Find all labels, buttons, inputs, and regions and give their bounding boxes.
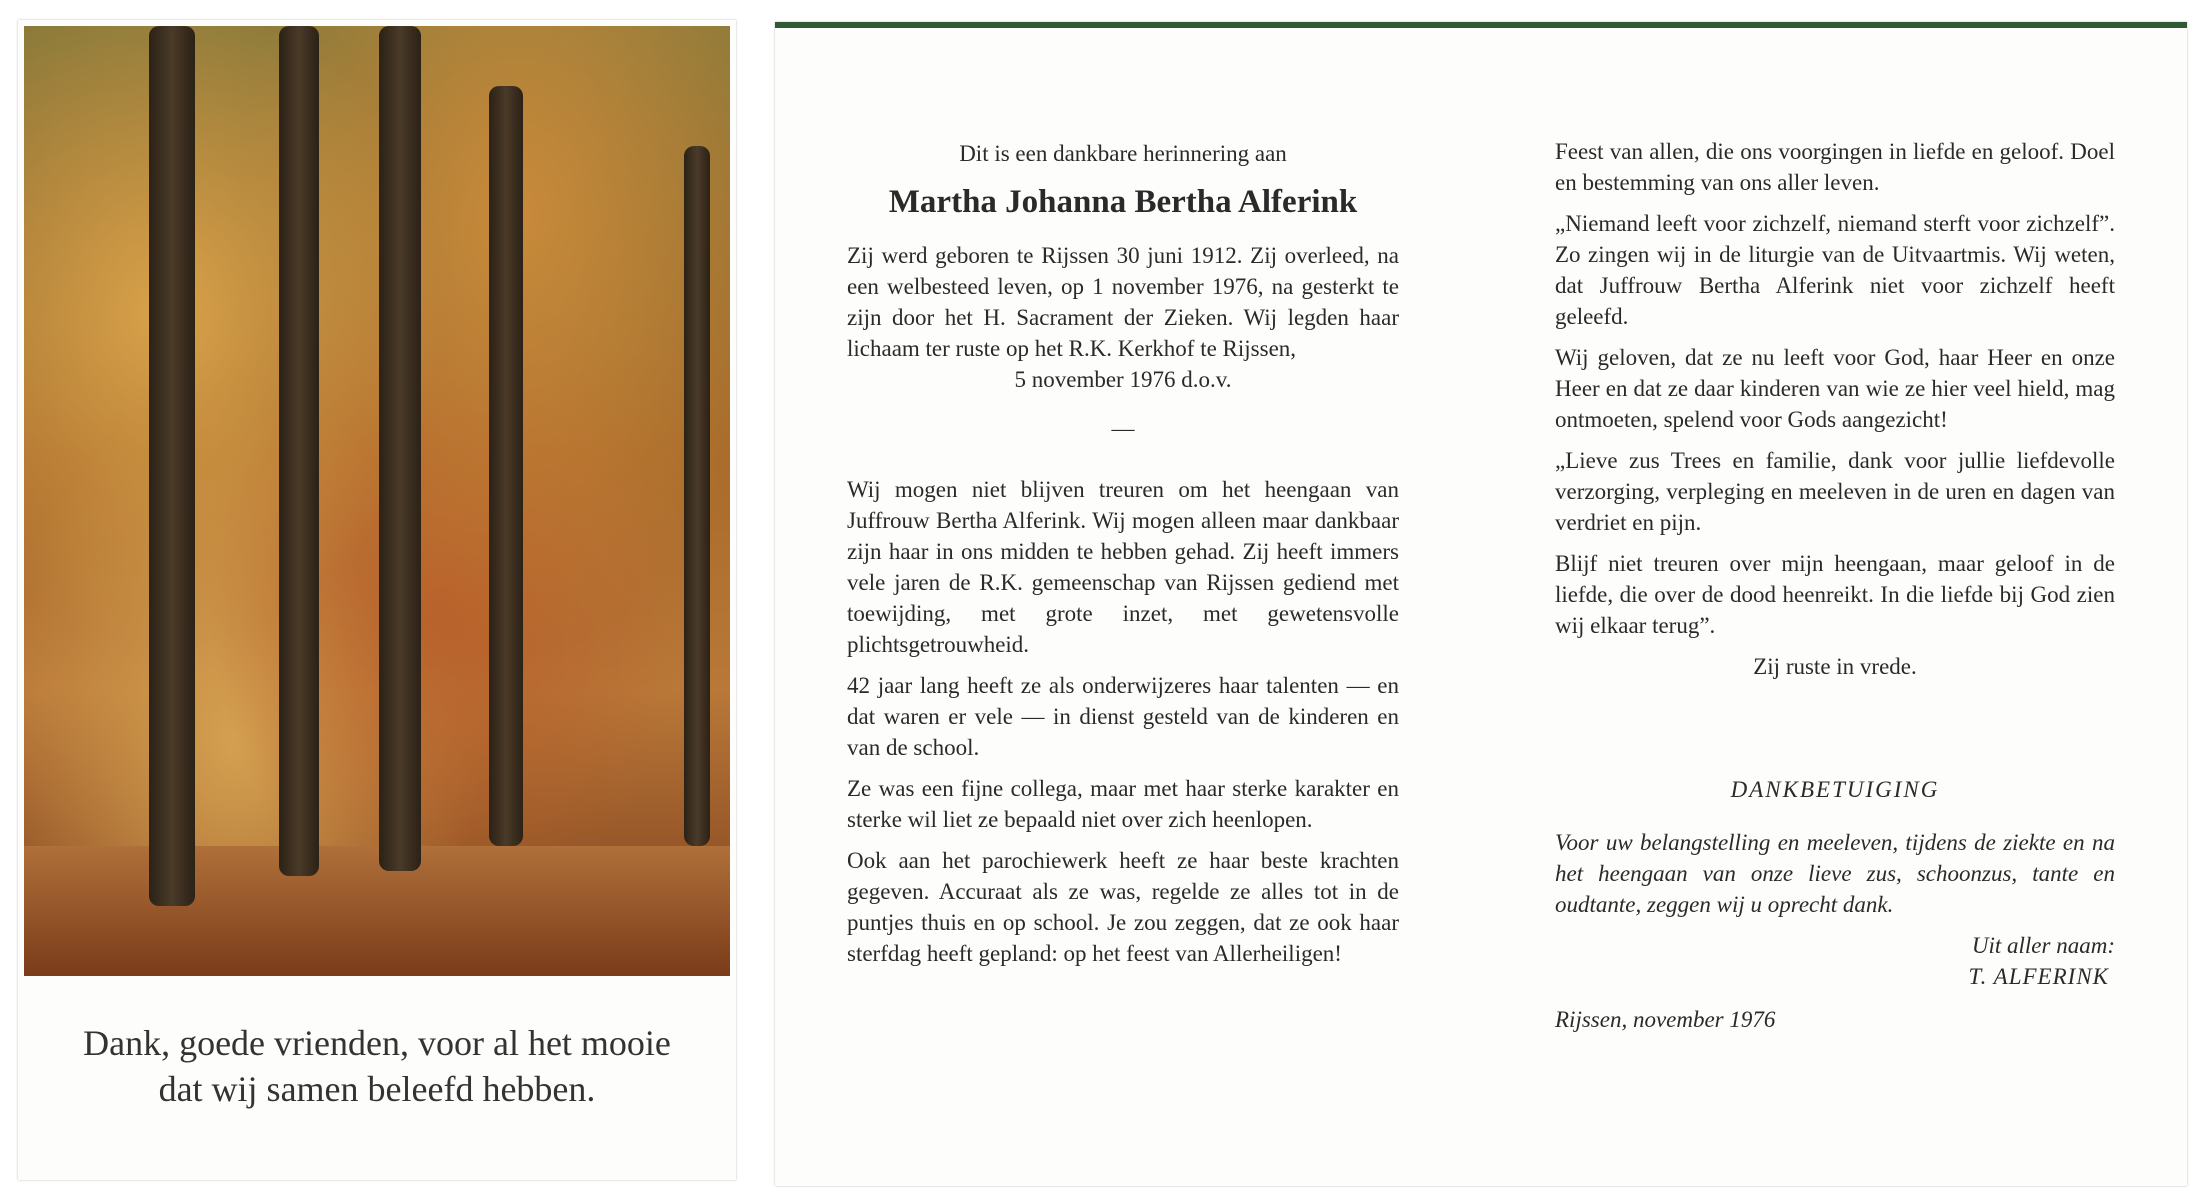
burial-date: 5 november 1976 d.o.v. (1014, 367, 1232, 392)
tree-trunk (279, 26, 319, 876)
front-caption (18, 1020, 736, 1112)
intro-text: Dit is een dankbare herinnering aan (959, 141, 1287, 166)
separator: — (1111, 416, 1135, 441)
paragraph: Feest van allen, die ons voorgingen in liefde en geloof. Doel en bestemming van ons aller leven. (1555, 139, 2115, 195)
signoff: Uit aller naam: (1971, 933, 2115, 958)
forest-floor (24, 846, 730, 976)
paragraph: Blijf niet treuren over mijn heengaan, maar geloof in de liefde, die over de dood heenreikt. In die liefde bij God zien wij elkaar terug”. (1555, 551, 2115, 638)
tree-trunk (684, 146, 710, 846)
deceased-name: Martha Johanna Bertha Alferink (888, 184, 1358, 220)
paragraph: Ze was een fijne collega, maar met haar sterke karakter en sterke wil liet ze bepaald niet over zich heenlopen. (847, 776, 1399, 832)
bio-text: Zij werd geboren te Rijssen 30 juni 1912. Zij overleed, na een welbesteed leven, op 1 november 1976, na gesterkt te zijn door het H. Sacrament der Zieken. Wij legden haar lichaam ter ruste op het R.K. Kerkhof te Rijssen, (847, 243, 1399, 361)
caption-line: dat wij samen beleefd hebben. (158, 1069, 596, 1109)
rest-in-peace: Zij ruste in vrede. (1753, 654, 1917, 679)
paragraph: „Lieve zus Trees en familie, dank voor jullie liefdevolle verzorging, verpleging en meeleven in de uren en dagen van verdriet en pijn. (1555, 448, 2115, 535)
thanks-title: DANKBETUIGING (1730, 777, 1940, 802)
column-left (847, 138, 1399, 979)
caption-line: Dank, goede vrienden, voor al het mooie (83, 1023, 671, 1063)
card-inside (775, 22, 2187, 1186)
paragraph: Ook aan het parochiewerk heeft ze haar beste krachten gegeven. Accuraat als ze was, regelde ze alles tot in de puntjes thuis en op school. Je zou zeggen, dat ze ook haar sterfdag heeft gepland: op het feest van Allerheiligen! (847, 848, 1399, 966)
tree-trunk (489, 86, 523, 846)
tree-trunk (149, 26, 195, 906)
column-right (1555, 136, 2115, 1045)
signer: T. ALFERINK (1968, 964, 2109, 989)
autumn-forest-photo (24, 26, 730, 976)
paragraph: Wij geloven, dat ze nu leeft voor God, haar Heer en onze Heer en dat ze daar kinderen van wie ze hier veel hield, mag ontmoeten, spelend voor Gods aangezicht! (1555, 345, 2115, 432)
thanks-text: Voor uw belangstelling en meeleven, tijdens de ziekte en na het heengaan van onze lieve zus, schoonzus, tante en oudtante, zeggen wij u oprecht dank. (1555, 830, 2115, 917)
paragraph: „Niemand leeft voor zichzelf, niemand sterft voor zichzelf”. Zo zingen wij in de liturgie van de Uitvaartmis. Wij weten, dat Juffrouw Bertha Alferink niet voor zichzelf heeft geleefd. (1555, 211, 2115, 329)
card-front (18, 20, 736, 1180)
paragraph: Wij mogen niet blijven treuren om het heengaan van Juffrouw Bertha Alferink. Wij mogen alleen maar dankbaar zijn haar in ons midden te hebben gehad. Zij heeft immers vele jaren de R.K. gemeenschap van Rijssen gediend met toewijding, met grote inzet, met gewetensvolle plichtsgetrouwheid. (847, 477, 1399, 657)
tree-trunk (379, 26, 421, 871)
place-date: Rijssen, november 1976 (1555, 1007, 1776, 1032)
paragraph: 42 jaar lang heeft ze als onderwijzeres haar talenten — en dat waren er vele — in dienst gesteld van de kinderen en van de school. (847, 673, 1399, 760)
